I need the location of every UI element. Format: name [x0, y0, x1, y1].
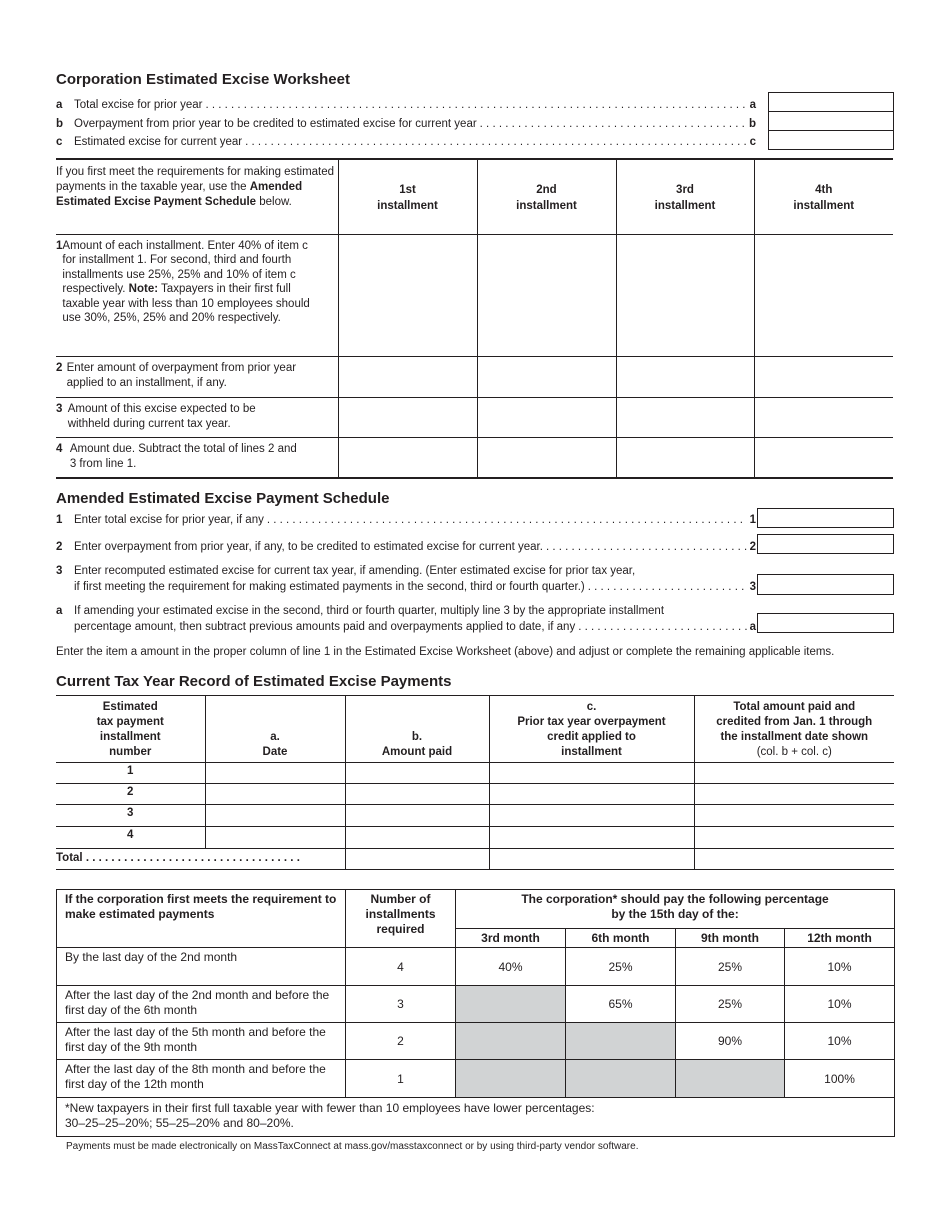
schedule-row	[57, 986, 895, 1023]
input-amended-3[interactable]	[757, 574, 894, 595]
line-key: 1	[56, 514, 63, 526]
line-label: Estimated excise for current year	[74, 136, 243, 148]
worksheet-title: Corporation Estimated Excise Worksheet	[56, 71, 350, 88]
footer-note: Payments must be made electronically on MassTaxConnect at mass.gov/masstaxconnect or by using third-party vendor software.	[66, 1141, 639, 1152]
schedule-row	[57, 948, 895, 986]
record-cell[interactable]	[345, 763, 489, 784]
line-ref: 3	[749, 581, 756, 593]
worksheet-line-a	[56, 99, 756, 111]
line-ref: c	[749, 136, 756, 148]
schedule-condition: After the last day of the 2nd month and before the first day of the 6th month	[57, 986, 346, 1023]
schedule-percentage: 100%	[785, 1060, 895, 1098]
schedule-percentage: 10%	[785, 948, 895, 986]
record-cell[interactable]	[205, 784, 345, 805]
schedule-installments: 2	[346, 1023, 456, 1060]
amended-line-3-a	[56, 565, 756, 577]
schedule-installments: 4	[346, 948, 456, 986]
worksheet-row-3-cell[interactable]	[616, 397, 754, 437]
schedule-col-number: Number of installments required	[346, 890, 456, 948]
worksheet-line-c	[56, 136, 756, 148]
amended-line-2	[56, 541, 756, 553]
worksheet-row-1-cell[interactable]	[616, 234, 754, 356]
schedule-percentage: 90%	[676, 1023, 785, 1060]
line-key: 3	[56, 565, 63, 577]
record-col-total: Total amount paid and credited from Jan. 1 through the installment date shown (col. b + col. c)	[694, 696, 894, 763]
worksheet-table	[56, 158, 893, 479]
col-3rd-installment: 3rd installment	[616, 159, 754, 234]
worksheet-line-b	[56, 118, 756, 130]
worksheet-row-4-label: 4 Amount due. Subtract the total of lines 2 and 3 from line 1.	[56, 437, 338, 478]
worksheet-row-3-label: 3 Amount of this excise expected to be withheld during current tax year.	[56, 397, 338, 437]
schedule-percentage: 10%	[785, 986, 895, 1023]
month-header: 3rd month	[456, 929, 566, 948]
line-ref: a	[749, 99, 756, 111]
record-cell[interactable]	[694, 763, 894, 784]
schedule-shaded-cell	[566, 1060, 676, 1098]
schedule-percentage: 25%	[676, 986, 785, 1023]
installment-number: 4	[56, 827, 205, 849]
worksheet-row-3-cell[interactable]	[338, 397, 477, 437]
schedule-shaded-cell	[456, 1060, 566, 1098]
record-total-row	[56, 849, 894, 870]
col-1st-installment: 1st installment	[338, 159, 477, 234]
month-header: 12th month	[785, 929, 895, 948]
amended-title: Amended Estimated Excise Payment Schedule	[56, 490, 390, 507]
schedule-percentage: 25%	[676, 948, 785, 986]
schedule-section	[56, 889, 894, 1152]
line-label: If amending your estimated excise in the second, third or fourth quarter, multiply line 3 by the appropriate installment	[74, 605, 665, 617]
schedule-footnote: *New taxpayers in their first full taxable year with fewer than 10 employees have lower percentages: 30–25–25–20%; 55–25–20% and 80–20%.	[57, 1098, 895, 1137]
line-key: a	[56, 605, 63, 617]
installment-number: 2	[56, 784, 205, 805]
record-row	[56, 805, 894, 827]
schedule-table	[56, 889, 895, 1137]
schedule-shaded-cell	[456, 986, 566, 1023]
total-amount-paid[interactable]	[345, 849, 489, 870]
line-label: Enter recomputed estimated excise for current tax year, if amending. (Enter estimated excise for prior tax year,	[74, 565, 636, 577]
worksheet-row-4-cell[interactable]	[754, 437, 893, 478]
record-cell[interactable]	[345, 805, 489, 827]
schedule-shaded-cell	[456, 1023, 566, 1060]
line-key: b	[56, 118, 64, 130]
schedule-col-pay: The corporation* should pay the following percentage by the 15th day of the:	[456, 890, 895, 929]
schedule-row	[57, 1023, 895, 1060]
record-row	[56, 784, 894, 805]
input-worksheet-c[interactable]	[768, 130, 894, 150]
line-label: percentage amount, then subtract previous amounts paid and overpayments applied to date, if any	[74, 621, 576, 633]
record-cell[interactable]	[345, 784, 489, 805]
record-cell[interactable]	[694, 805, 894, 827]
line-ref: b	[748, 118, 756, 130]
schedule-condition: After the last day of the 5th month and before the first day of the 9th month	[57, 1023, 346, 1060]
record-col-date: a. Date	[205, 696, 345, 763]
line-ref: 1	[749, 514, 756, 526]
schedule-shaded-cell	[566, 1023, 676, 1060]
schedule-installments: 1	[346, 1060, 456, 1098]
input-amended-2[interactable]	[757, 534, 894, 554]
amended-line-a-b	[56, 621, 756, 633]
record-cell[interactable]	[205, 805, 345, 827]
worksheet-row-1-cell[interactable]	[338, 234, 477, 356]
schedule-percentage: 10%	[785, 1023, 895, 1060]
record-cell[interactable]	[489, 784, 694, 805]
line-label: Enter overpayment from prior year, if any, to be credited to estimated excise for current year.	[74, 541, 543, 553]
schedule-condition: By the last day of the 2nd month	[57, 948, 346, 986]
installment-number: 3	[56, 805, 205, 827]
schedule-percentage: 65%	[566, 986, 676, 1023]
schedule-percentage: 25%	[566, 948, 676, 986]
line-key: a	[56, 99, 63, 111]
input-worksheet-a[interactable]	[768, 92, 894, 112]
worksheet-intro: If you first meet the requirements for making estimated payments in the taxable year, use the Amended Estimated Excise Payment Schedule below.	[56, 159, 338, 234]
line-label: Overpayment from prior year to be credited to estimated excise for current year	[74, 118, 477, 130]
record-row	[56, 827, 894, 849]
schedule-condition: After the last day of the 8th month and before the first day of the 12th month	[57, 1060, 346, 1098]
worksheet-row-2-cell[interactable]	[338, 356, 477, 397]
total-label: Total . . . . . . . . . . . . . . . . . . . . . . . . . . . . . . . . . .	[56, 849, 345, 870]
input-worksheet-b[interactable]	[768, 111, 894, 131]
schedule-percentage: 40%	[456, 948, 566, 986]
record-cell[interactable]	[205, 827, 345, 849]
record-title: Current Tax Year Record of Estimated Excise Payments	[56, 673, 452, 690]
record-col-installment: Estimated tax payment installment number	[56, 696, 205, 763]
record-table	[56, 695, 894, 870]
worksheet-row-2-cell[interactable]	[754, 356, 893, 397]
record-cell[interactable]	[489, 827, 694, 849]
amended-line-1	[56, 514, 756, 526]
worksheet-row-3-cell[interactable]	[754, 397, 893, 437]
line-key: 2	[56, 541, 63, 553]
worksheet-row-4-cell[interactable]	[338, 437, 477, 478]
worksheet-row-2-cell[interactable]	[616, 356, 754, 397]
installment-number: 1	[56, 763, 205, 784]
record-col-overpayment-credit: c. Prior tax year overpayment credit applied to installment	[489, 696, 694, 763]
record-cell[interactable]	[489, 763, 694, 784]
worksheet-row-1-cell[interactable]	[754, 234, 893, 356]
month-header: 6th month	[566, 929, 676, 948]
col-2nd-installment: 2nd installment	[477, 159, 616, 234]
schedule-installments: 3	[346, 986, 456, 1023]
record-cell[interactable]	[694, 784, 894, 805]
record-cell[interactable]	[205, 763, 345, 784]
record-row	[56, 763, 894, 784]
worksheet-row-3-cell[interactable]	[477, 397, 616, 437]
worksheet-row-4-cell[interactable]	[477, 437, 616, 478]
amended-note: Enter the item a amount in the proper column of line 1 in the Estimated Excise Worksheet (above) and adjust or complete the remaining applicable items.	[56, 646, 835, 658]
input-amended-a[interactable]	[757, 613, 894, 633]
schedule-col-condition: If the corporation first meets the requirement to make estimated payments	[57, 890, 346, 948]
line-ref: 2	[749, 541, 756, 553]
worksheet-row-2-cell[interactable]	[477, 356, 616, 397]
schedule-row	[57, 1060, 895, 1098]
line-label: if first meeting the requirement for making estimated payments in the second, third or fourth quarter.)	[74, 581, 585, 593]
line-key: c	[56, 136, 63, 148]
total-overpayment[interactable]	[489, 849, 694, 870]
line-ref: a	[749, 621, 756, 633]
worksheet-row-1-cell[interactable]	[477, 234, 616, 356]
col-4th-installment: 4th installment	[754, 159, 893, 234]
month-header: 9th month	[676, 929, 785, 948]
total-paid[interactable]	[694, 849, 894, 870]
worksheet-row-1-label: 1 Amount of each installment. Enter 40% of item c for installment 1. For second, third and fourth installments use 25%, 25% and 10% of item c respectively. Note: Taxpayers in their first full taxable year with less than 10 employees should use 30%, 25%, 25% and 20% respectively.	[56, 234, 338, 356]
worksheet-row-2-label: 2 Enter amount of overpayment from prior year applied to an installment, if any.	[56, 356, 338, 397]
record-cell[interactable]	[489, 805, 694, 827]
amended-line-a-a	[56, 605, 756, 617]
record-cell[interactable]	[694, 827, 894, 849]
record-cell[interactable]	[345, 827, 489, 849]
line-label: Total excise for prior year	[74, 99, 203, 111]
amended-line-3-b	[56, 581, 756, 593]
schedule-shaded-cell	[676, 1060, 785, 1098]
record-col-amount-paid: b. Amount paid	[345, 696, 489, 763]
line-label: Enter total excise for prior year, if any	[74, 514, 264, 526]
worksheet-row-4-cell[interactable]	[616, 437, 754, 478]
input-amended-1[interactable]	[757, 508, 894, 528]
